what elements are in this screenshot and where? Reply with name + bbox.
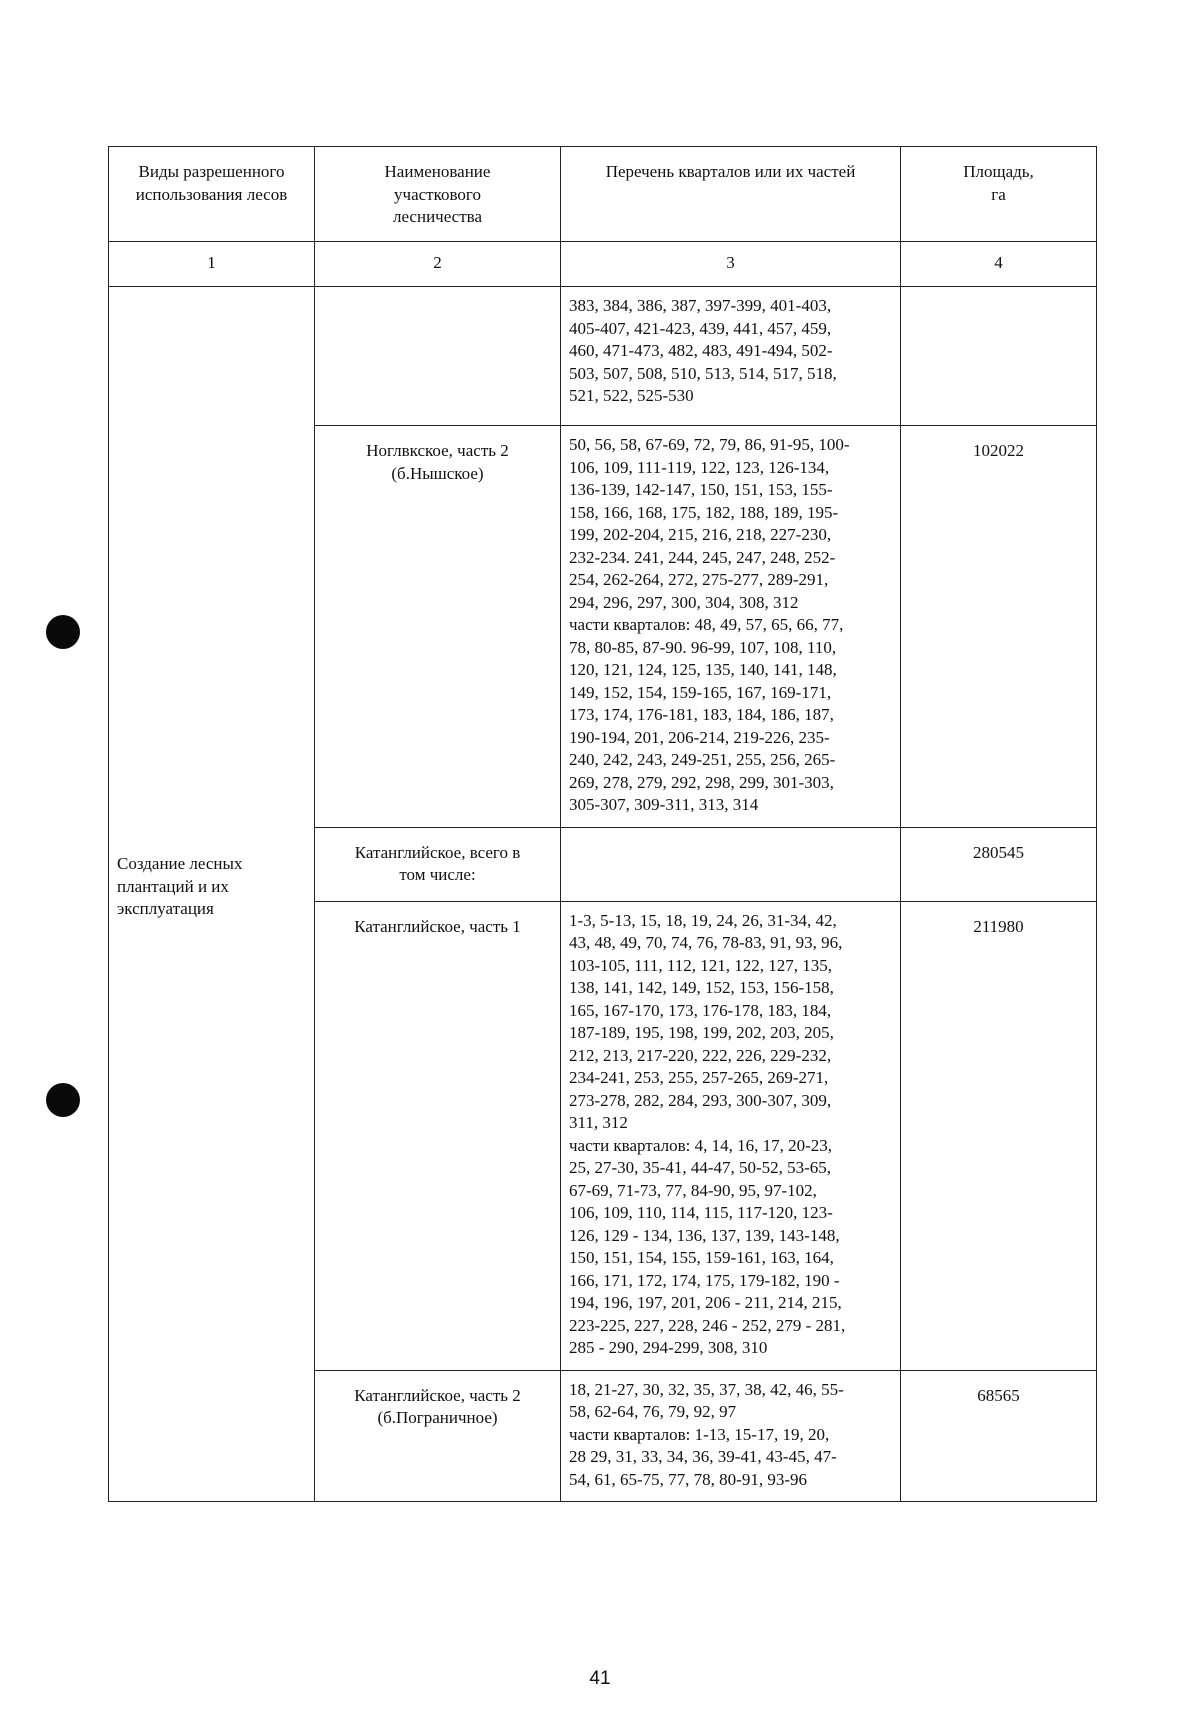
quarters-line: 43, 48, 49, 70, 74, 76, 78-83, 91, 93, 96, <box>569 933 843 952</box>
use-type-cell <box>109 287 315 1502</box>
quarters-line: 165, 167-170, 173, 176-178, 183, 184, <box>569 1000 832 1020</box>
forestry-cell: Катанглийское, часть 2 (б.Пограничное) <box>315 1370 561 1502</box>
quarters-line: 58, 62-64, 76, 79, 92, 97 <box>569 1402 737 1421</box>
column-number: 4 <box>901 242 1097 287</box>
quarters-line: 190-194, 201, 206-214, 219-226, 235- <box>569 727 830 747</box>
forest-use-table <box>108 146 1097 1502</box>
column-number: 2 <box>315 242 561 287</box>
quarters-line: 234-241, 253, 255, 257-265, 269-271, <box>569 1068 829 1087</box>
column-number: 1 <box>109 242 315 287</box>
quarters-line: 158, 166, 168, 175, 182, 188, 189, 195- <box>569 502 839 522</box>
quarters-line: 149, 152, 154, 159-165, 167, 169-171, <box>569 682 832 702</box>
quarters-line: 28 29, 31, 33, 34, 36, 39-41, 43-45, 47- <box>569 1447 837 1466</box>
quarters-line: 285 - 290, 294-299, 308, 310 <box>569 1338 768 1357</box>
quarters-line: 305-307, 309-311, 313, 314 <box>569 795 759 814</box>
quarters-line: 187-189, 195, 198, 199, 202, 203, 205, <box>569 1023 834 1042</box>
quarters-line: 269, 278, 279, 292, 298, 299, 301-303, <box>569 772 834 792</box>
quarters-line: 273-278, 282, 284, 293, 300-307, 309, <box>569 1090 832 1110</box>
quarters-line: 54, 61, 65-75, 77, 78, 80-91, 93-96 <box>569 1469 807 1489</box>
quarters-line: 294, 296, 297, 300, 304, 308, 312 <box>569 592 799 612</box>
quarters-line: 1-3, 5-13, 15, 18, 19, 24, 26, 31-34, 42, <box>569 910 837 930</box>
header-row <box>109 147 1097 242</box>
header-area: Площадь, га <box>901 147 1097 242</box>
forestry-cell <box>315 287 561 426</box>
quarters-line: 67-69, 71-73, 77, 84-90, 95, 97-102, <box>569 1180 817 1200</box>
quarters-line: 106, 109, 110, 114, 115, 117-120, 123- <box>569 1203 833 1222</box>
quarters-line: 232-234. 241, 244, 245, 247, 248, 252- <box>569 547 836 567</box>
area-cell <box>901 287 1097 426</box>
page-number: 41 <box>589 1668 611 1689</box>
header-use-type: Виды разрешенного использования лесов <box>109 147 315 242</box>
quarters-line: 254, 262-264, 272, 275-277, 289-291, <box>569 570 829 589</box>
quarters-line: части кварталов: 1-13, 15-17, 19, 20, <box>569 1424 830 1444</box>
quarters-line: части кварталов: 48, 49, 57, 65, 66, 77, <box>569 615 844 634</box>
area-cell: 280545 <box>901 827 1097 901</box>
punch-hole-bottom <box>46 1083 80 1117</box>
quarters-line: 126, 129 - 134, 136, 137, 139, 143-148, <box>569 1225 840 1245</box>
quarters-line: 212, 213, 217-220, 222, 226, 229-232, <box>569 1045 832 1065</box>
quarters-line: 103-105, 111, 112, 121, 122, 127, 135, <box>569 955 833 975</box>
area-cell: 102022 <box>901 426 1097 828</box>
quarters-line: 503, 507, 508, 510, 513, 514, 517, 518, <box>569 363 837 383</box>
quarters-line: 460, 471-473, 482, 483, 491-494, 502- <box>569 341 833 360</box>
quarters-line: 25, 27-30, 35-41, 44-47, 50-52, 53-65, <box>569 1158 832 1177</box>
quarters-line: 136-139, 142-147, 150, 151, 153, 155- <box>569 480 833 499</box>
quarters-line: 106, 109, 111-119, 122, 123, 126-134, <box>569 457 830 477</box>
quarters-line: 240, 242, 243, 249-251, 255, 256, 265- <box>569 750 836 769</box>
quarters-line: 166, 171, 172, 174, 175, 179-182, 190 - <box>569 1270 840 1290</box>
quarters-cell <box>561 901 901 1370</box>
quarters-line: 194, 196, 197, 201, 206 - 211, 214, 215, <box>569 1293 842 1312</box>
forestry-cell: Катанглийское, всего в том числе: <box>315 827 561 901</box>
quarters-line: 150, 151, 154, 155, 159-161, 163, 164, <box>569 1248 834 1267</box>
quarters-line: 405-407, 421-423, 439, 441, 457, 459, <box>569 318 832 338</box>
quarters-line: 18, 21-27, 30, 32, 35, 37, 38, 42, 46, 55- <box>569 1379 844 1399</box>
quarters-line: 173, 174, 176-181, 183, 184, 186, 187, <box>569 705 834 724</box>
forestry-cell: Катанглийское, часть 1 <box>315 901 561 1370</box>
column-number: 3 <box>561 242 901 287</box>
quarters-cell <box>561 287 901 426</box>
quarters-line: 311, 312 <box>569 1113 628 1132</box>
quarters-line: 199, 202-204, 215, 216, 218, 227-230, <box>569 525 832 544</box>
quarters-line: 138, 141, 142, 149, 152, 153, 156-158, <box>569 978 834 997</box>
quarters-line: 78, 80-85, 87-90. 96-99, 107, 108, 110, <box>569 637 837 657</box>
forestry-cell: Ноглвкское, часть 2 (б.Нышское) <box>315 426 561 828</box>
use-type-text: Создание лесных плантаций и их эксплуатация <box>117 854 243 919</box>
header-quarters: Перечень кварталов или их частей <box>561 147 901 242</box>
area-cell: 68565 <box>901 1370 1097 1502</box>
quarters-line: 383, 384, 386, 387, 397-399, 401-403, <box>569 296 832 315</box>
quarters-line: части кварталов: 4, 14, 16, 17, 20-23, <box>569 1135 833 1155</box>
column-number-row <box>109 242 1097 287</box>
quarters-cell <box>561 426 901 828</box>
quarters-cell <box>561 827 901 901</box>
header-forestry: Наименование участкового лесничества <box>315 147 561 242</box>
punch-hole-top <box>46 615 80 649</box>
table-row <box>109 287 1097 426</box>
area-cell: 211980 <box>901 901 1097 1370</box>
quarters-line: 223-225, 227, 228, 246 - 252, 279 - 281, <box>569 1315 846 1335</box>
quarters-cell <box>561 1370 901 1502</box>
quarters-line: 50, 56, 58, 67-69, 72, 79, 86, 91-95, 100- <box>569 435 850 454</box>
quarters-line: 521, 522, 525-530 <box>569 386 694 405</box>
quarters-line: 120, 121, 124, 125, 135, 140, 141, 148, <box>569 660 837 679</box>
